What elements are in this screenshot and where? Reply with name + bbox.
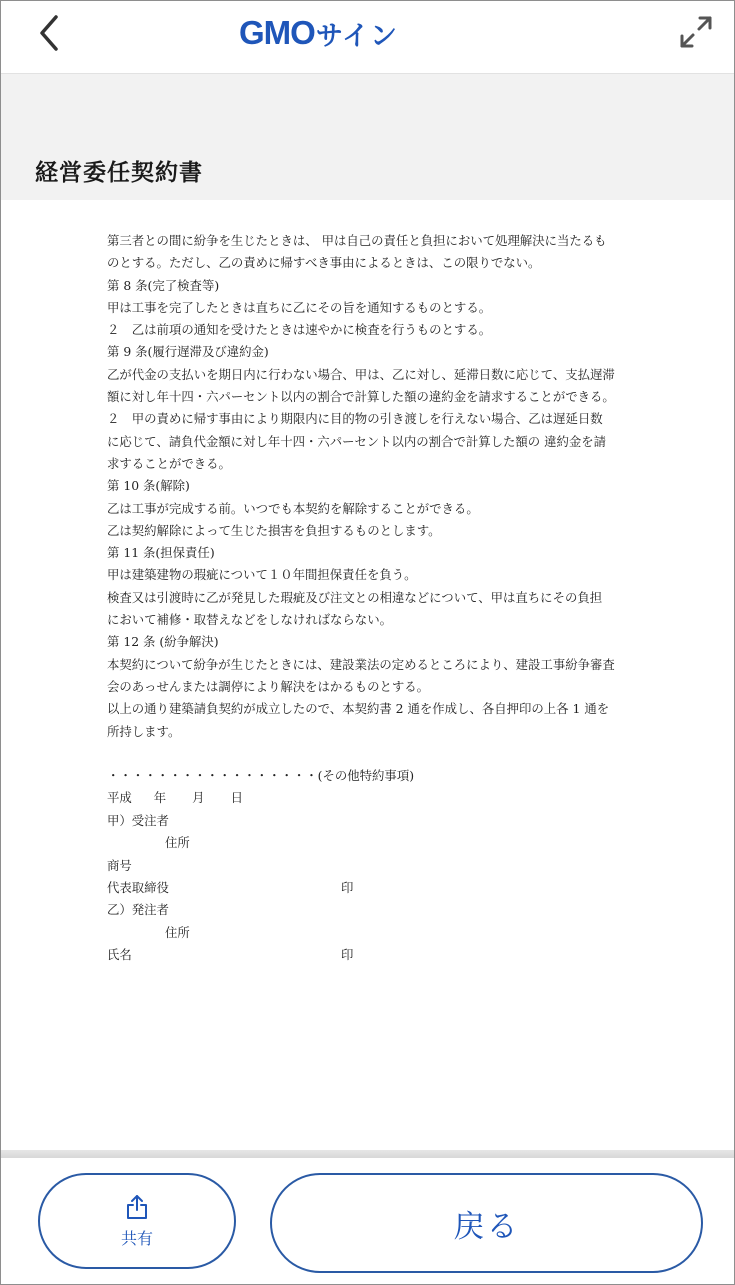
logo-sign-text: サイン (315, 20, 398, 52)
return-button[interactable] (270, 1173, 703, 1273)
party-a-address: 住所 (165, 835, 190, 851)
document-line: ２ 乙は前項の通知を受けたときは速やかに検査を行うものとする。 (107, 322, 492, 338)
document-line: 甲は工事を完了したときは直ちに乙にその旨を通知するものとする。 (107, 299, 492, 315)
app-header (1, 1, 734, 74)
document-line: のとする。ただし、乙の責めに帰すべき事由によるときは、この限りでない。 (107, 255, 541, 271)
title-band (1, 74, 734, 200)
document-line: 乙は契約解除によって生じた損害を負担するものとします。 (107, 522, 441, 538)
party-b-label: 乙）発注者 (107, 902, 169, 918)
back-button[interactable] (27, 9, 71, 57)
party-a-label: 甲）受注者 (107, 812, 169, 828)
document-line: 第 12 条 (紛争解決) (107, 634, 219, 650)
document-viewer[interactable] (1, 200, 734, 1150)
document-body (107, 230, 637, 743)
document-line: 乙は工事が完成する前。いつでも本契約を解除することができる。 (107, 500, 479, 516)
name-label: 氏名 (107, 947, 132, 963)
share-button[interactable] (38, 1173, 236, 1269)
document-line: 乙が代金の支払いを期日内に行わない場合、甲は、乙に対し、延滞日数に応じて、支払遅滞 (107, 366, 615, 382)
document-line: ２ 甲の責めに帰す事由により期限内に目的物の引き渡しを行えない場合、乙は遅延日数 (107, 411, 603, 427)
chevron-left-icon (36, 13, 62, 53)
representative-label: 代表取締役 (107, 879, 169, 895)
gmo-sign-logo (239, 13, 398, 53)
document-line: 検査又は引渡時に乙が発見した瑕疵及び注文との相違などについて、甲は直ちにその負担 (107, 589, 603, 605)
document-line: に応じて、請負代金額に対し年十四・六パーセント以内の割合で計算した額の 違約金を請 (107, 433, 607, 449)
date-era: 平成 (107, 790, 132, 806)
signature-block (107, 765, 637, 967)
document-title: 経営委任契約書 (35, 160, 203, 186)
share-label: 共有 (120, 1228, 153, 1248)
document-line: 所持します。 (107, 723, 181, 739)
seal-mark-b: 印 (341, 947, 354, 963)
document-line: において補修・取替えなどをしなければならない。 (107, 612, 392, 628)
footer-divider (1, 1150, 734, 1158)
share-icon (125, 1194, 149, 1220)
date-line (107, 787, 637, 809)
footer-bar (1, 1158, 734, 1284)
document-line: 第三者との間に紛争を生じたときは、 甲は自己の責任と負担において処理解決に当たるも (107, 233, 607, 248)
return-label: 戻る (453, 1208, 520, 1245)
trade-name-label: 商号 (107, 857, 132, 873)
document-line: 甲は建築建物の瑕疵について１０年間担保責任を負う。 (107, 567, 417, 583)
date-month: 月 (192, 790, 205, 806)
date-year: 年 (153, 790, 167, 806)
document-line: 本契約について紛争が生じたときには、建設業法の定めるところにより、建設工事紛争審査 (107, 656, 615, 672)
seal-mark-a: 印 (341, 879, 354, 895)
document-line: 第 8 条(完了検査等) (107, 277, 220, 293)
date-day: 日 (230, 790, 243, 806)
document-line: 第 9 条(履行遅滞及び違約金) (107, 344, 269, 360)
party-b-address: 住所 (165, 924, 190, 940)
document-line: 会のあっせんまたは調停により解決をはかるものとする。 (107, 678, 430, 694)
name-line (107, 944, 637, 966)
document-line: 第 11 条(担保責任) (107, 545, 215, 561)
document-line: 額に対し年十四・六パーセント以内の割合で計算した額の違約金を請求することができる。 (107, 389, 615, 405)
representative-line (107, 877, 637, 899)
document-line: 求することができる。 (107, 455, 231, 471)
other-clause-line: ・・・・・・・・・・・・・・・・・(その他特約事項) (107, 768, 415, 783)
expand-button[interactable] (673, 9, 719, 55)
document-line: 以上の通り建築請負契約が成立したので、本契約書 2 通を作成し、各自押印の上各 1 通を (107, 701, 610, 717)
document-line: 第 10 条(解除) (107, 478, 190, 494)
logo-gmo-text: GMO (239, 14, 315, 51)
expand-icon (678, 14, 714, 50)
